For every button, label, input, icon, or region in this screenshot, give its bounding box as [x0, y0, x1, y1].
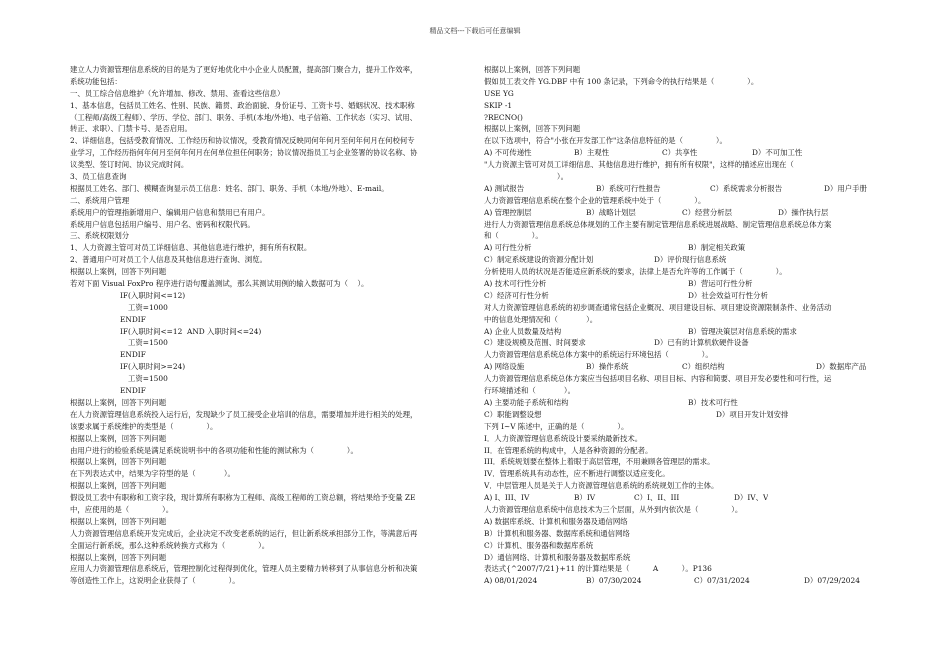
text-line: C）计算机、服务器和数据库系统	[484, 540, 594, 550]
text-line: 由用户进行的检验系统是满足系统说明书中的各项功能和性能的测试称为（ ）。	[70, 445, 358, 455]
answer-options	[484, 147, 884, 159]
text-line: 分析使用人员的状况是否能适应新系统的要求，法律上是否允许等的工作属于（ ）。	[484, 267, 787, 277]
text-line: V．中层管理人员是关于人力资源管理信息系统的系统规划工作的主体。	[484, 481, 719, 491]
text-line: 系统功能包括：	[70, 76, 122, 86]
text-line: ENDIF	[120, 314, 146, 324]
answer-option: B）技术可行性	[688, 397, 738, 407]
answer-option: C）I、II、III	[634, 493, 680, 503]
answer-option: D）不可加工性	[752, 148, 803, 158]
answer-options	[484, 242, 884, 254]
answer-options	[484, 254, 884, 266]
page-header: 精品文档---下载后可任意编辑	[429, 27, 521, 35]
answer-option: D）IV、V	[734, 493, 769, 503]
text-line: 2、普通用户可对员工个人信息及其他信息进行查询、浏览。	[70, 255, 267, 265]
text-line: IF(入职时间<=12 AND 入职时间<=24)	[120, 326, 262, 336]
text-line: 进行人力资源管理信息系统总体规划的工作主要有制定管理信息系统进展战略、制定管理信息系统总体方案	[484, 219, 832, 229]
text-line: 工资=1500	[128, 374, 168, 384]
text-line: 2、详细信息，包括受教育情况、工作经历和协议情况，受教育情况反映同何年何月至何年何月在何校何专	[70, 136, 415, 146]
text-line: 一、员工综合信息维护（允许增加、修改、禁用、查看这些信息）	[70, 88, 285, 98]
text-line: 1、人力资源主管可对员工详细信息、其他信息进行维护，拥有所有权限。	[70, 243, 312, 253]
answer-option: A) 主要功能子系统和结构	[484, 397, 569, 407]
text-line: 根据以上案例，回答下列问题	[70, 457, 167, 467]
answer-option: C）07/31/2024	[694, 576, 750, 586]
answer-option: D）数据库产品	[816, 362, 867, 372]
text-line: 根据以上案例，回答下列问题	[484, 65, 581, 74]
text-line: 人力资源管理信息系统开发完成后，企业决定不改变老系统的运行，但让新系统承担部分工作，等满意后再	[70, 528, 418, 538]
text-line: 在人力资源管理信息系统投入运行后，发现缺少了员工接受企业培训的信息，需要增加并进行相关的处理，	[70, 409, 418, 419]
text-line: 人力资源管理信息系统在整个企业的管理系统中处于（ ）。	[484, 195, 706, 205]
text-line: 1、基本信息，包括员工姓名、性别、民族、籍贯、政治面貌、身份证号、工资卡号、婚姻状况、技术职称	[70, 100, 415, 110]
answer-option: D）社会效益可行性分析	[688, 290, 768, 300]
answer-options	[484, 183, 884, 195]
answer-option: A) 可行性分析	[484, 243, 532, 253]
text-line: 等创造性工作上，这说明企业获得了（ ）。	[70, 576, 240, 586]
text-line: 根据以上案例，回答下列问题	[70, 397, 167, 407]
text-line: ?RECNO()	[484, 112, 523, 122]
left-column	[70, 64, 470, 587]
answer-option: B）营运可行性分析	[688, 279, 753, 289]
answer-option: D）操作执行层	[778, 207, 829, 217]
answer-option: B）管理决策层对信息系统的需求	[688, 326, 797, 336]
answer-option: C）经营分析层	[682, 207, 732, 217]
text-line: ）。	[524, 172, 568, 182]
answer-options	[484, 207, 884, 219]
answer-options	[484, 409, 884, 421]
answer-option: A) 08/01/2024	[484, 576, 538, 586]
answer-options	[484, 575, 884, 587]
text-line: 行环境描述和（ ）。	[484, 386, 576, 396]
text-line: 人力资源管理信息系统中信息技术为三个层面，从外到内依次是（ ）。	[484, 504, 743, 514]
text-line: 系统用户的管理指新增用户、编辑用户信息和禁用已有用户。	[70, 207, 270, 217]
answer-option: C）经济可行性分析	[484, 290, 549, 300]
text-line: 根据以上案例，回答下列问题	[70, 552, 167, 562]
text-line: SKIP -1	[484, 100, 513, 110]
answer-options	[484, 361, 884, 373]
answer-option: C）系统需求分析报告	[710, 183, 783, 193]
answer-option: B）制定相关政策	[688, 243, 746, 253]
answer-option: C）制定系统建设的资源分配计划	[484, 255, 594, 265]
text-line: USE YG	[484, 88, 514, 98]
text-line: 根据以上案例，回答下列问题	[70, 267, 167, 277]
answer-option: A) 不可传递性	[484, 148, 532, 158]
text-line: 人力资源管理信息系统总体方案应当包括项目名称、项目目标、内容和简要、项目开发必要性和可行性，运	[484, 374, 832, 384]
answer-option: C）组织结构	[682, 362, 725, 372]
text-line: 三、系统权限划分	[70, 231, 130, 241]
answer-options	[484, 326, 884, 338]
text-line: 假设员工表中有职称和工资字段，现计算所有职称为工程师、高级工程师的工资总额，将结果给予变量 ZE	[70, 493, 416, 503]
answer-option: B）操作系统	[586, 362, 629, 372]
text-line: ENDIF	[120, 386, 146, 396]
answer-option: A) 测试报告	[484, 183, 525, 193]
text-line: 在以下选项中，符合"小张在开发部工作"这条信息特征的是（ ）。	[484, 136, 727, 146]
text-line: 全面运行新系统，那么这种系统转换方式称为（ ）。	[70, 540, 270, 550]
answer-options	[484, 397, 884, 409]
answer-option: D）评价现行信息系统	[654, 255, 727, 265]
text-line: 根据以上案例，回答下列问题	[70, 516, 167, 526]
text-line: II．在管理系统的构成中，人是各种资源的分配者。	[484, 445, 653, 455]
answer-options	[484, 337, 884, 349]
text-line: 在下列表达式中，结果为字符型的是（ ）。	[70, 469, 235, 479]
text-line: 表达式{^2007/7/21}+11 的计算结果是（ A ）。P136	[484, 564, 712, 574]
text-line: 中，应使用的是（ ）。	[70, 504, 174, 514]
text-line: 业学习，工作经历指何年何月至何年何月在何单位担任何职务；协议情况指员工与企业签署的协议名称、协	[70, 148, 418, 158]
text-line: 根据以上案例，回答下列问题	[70, 481, 167, 491]
answer-option: A) I、III、IV	[484, 493, 530, 503]
text-line: 和（ ）。	[484, 231, 543, 241]
text-line: D）通信网络、计算机和服务器及数据库系统	[484, 552, 631, 562]
answer-option: A) 网络设施	[484, 362, 525, 372]
text-line: 二、系统用户管理	[70, 195, 130, 205]
text-line: IV．管理系统具有动态性，应不断进行调整以适应变化。	[484, 469, 670, 479]
answer-option: B）战略计划层	[586, 207, 636, 217]
answer-option: C）共享性	[662, 148, 698, 158]
answer-option: D）已有的计算机软硬件设备	[654, 338, 749, 348]
text-line: 下列 I~V 陈述中，正确的是（ ）。	[484, 421, 629, 431]
answer-option: A) 企业人员数量及结构	[484, 326, 562, 336]
text-line: 对人力资源管理信息系统的初步调查通常包括企业概况、项目建设目标、项目建设资源限制条件、业务活动	[484, 302, 832, 312]
text-line: IF(入职时间<=12)	[120, 290, 186, 300]
text-line: 转正、求职）、门禁卡号、是否启用。	[70, 124, 192, 134]
text-line: A) 数据库系统、计算机和服务器及通信网络	[484, 516, 628, 526]
answer-options	[484, 492, 884, 504]
answer-option: B）主观性	[574, 148, 609, 158]
text-line: 该要求属于系统维护的类型是（ ）。	[70, 421, 218, 431]
text-line: 系统用户信息包括用户编号、用户名、密码和权限代码。	[70, 219, 255, 229]
text-line: 若对下面 Visual FoxPro 程序进行语句覆盖测试，那么其测试用例的输入数据可为（ ）。	[70, 279, 369, 289]
text-line: 人力资源管理信息系统总体方案中的系统运行环境包括（ ）。	[484, 350, 713, 360]
text-line: 根据以上案例，回答下列问题	[484, 124, 581, 134]
text-line: 根据员工姓名、部门、模糊查询显示员工信息：姓名、部门、职务、手机（本地/外地）、E-mail。	[70, 183, 389, 193]
text-line: 假如员工表文件 YG.DBF 中有 100 条记录，下列命令的执行结果是（ ）。	[484, 76, 759, 86]
text-line: 建立人力资源管理信息系统的目的是为了更好地优化中小企业人员配置，提高部门聚合力，提升工作效率，	[70, 65, 418, 74]
answer-option: D）项目开发计划安排	[716, 409, 789, 419]
text-line: III．系统规划要在整体上着眼于高层管理，不用兼顾各管理层的需求。	[484, 457, 715, 467]
right-column	[484, 64, 884, 587]
text-line: ENDIF	[120, 350, 146, 360]
answer-option: A) 技术可行性分析	[484, 279, 547, 289]
answer-option: B）07/30/2024	[586, 576, 642, 586]
text-line: I．人力资源管理信息系统设计要采纳最新技术。	[484, 433, 643, 443]
text-line: 工资=1500	[128, 338, 168, 348]
text-line: （工程师/高级工程师）、学历、学位、部门、职务、手机(本地/外地)、电子信箱、工作状态（实习、试用、	[70, 112, 418, 122]
text-line: 中的信息处理情况和（ ）。	[484, 314, 598, 324]
text-line: 议类型、签订时间、协议完成时间。	[70, 160, 189, 170]
text-line: IF(入职时间>=24)	[120, 362, 186, 372]
answer-option: B）IV	[574, 493, 596, 503]
answer-options	[484, 278, 884, 290]
answer-option: D）07/29/2024	[804, 576, 860, 586]
answer-options	[484, 290, 884, 302]
answer-option: B）系统可行性报告	[596, 183, 661, 193]
text-line: "人力资源主管可对员工详细信息、其他信息进行维护，拥有所有权限"，这样的描述应出现在（	[484, 160, 794, 170]
text-line: 3、员工信息查询	[70, 172, 127, 182]
text-line: B）计算机和服务器、数据库系统和通信网络	[484, 528, 630, 538]
answer-option: C）建设规模及范围、时间要求	[484, 338, 586, 348]
text-line: 根据以上案例，回答下列问题	[70, 433, 167, 443]
text-line: 工资=1000	[128, 302, 168, 312]
answer-option: D）用户手册	[824, 183, 867, 193]
answer-option: A) 管理控制层	[484, 207, 532, 217]
answer-option: C）职能调整设想	[484, 409, 542, 419]
text-line: 应用人力资源管理信息系统后，管理控制化过程得到优化，管理人员主要精力转移到了从事信息分析和决策	[70, 564, 418, 574]
